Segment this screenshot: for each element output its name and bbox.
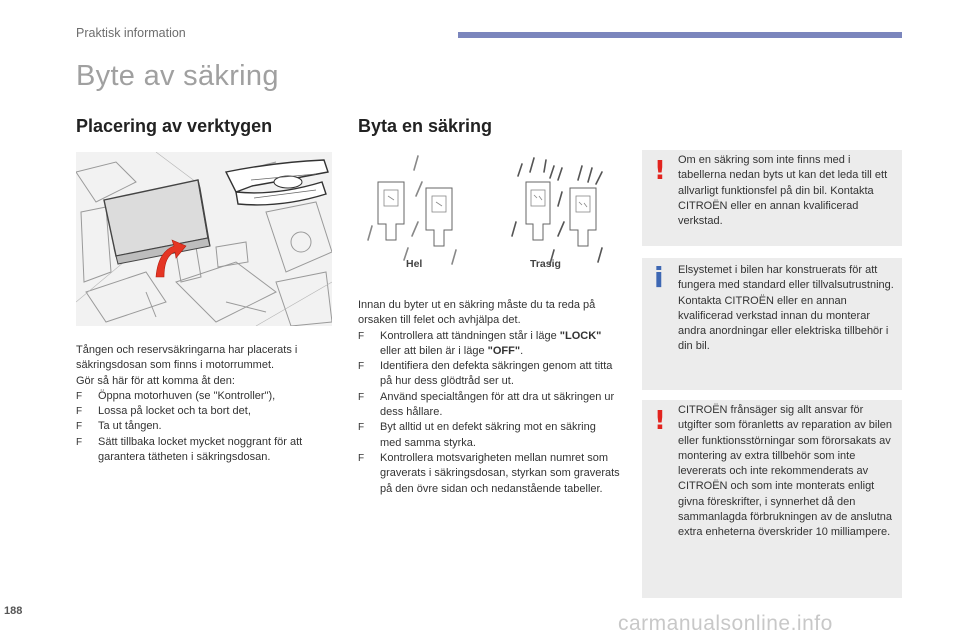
tools-step: F Öppna motorhuven (se "Kontroller"),	[76, 389, 342, 404]
note-paragraph: Elsystemet i bilen har konstruerats för att fungera med standard eller tillvalsutrustning.	[678, 264, 894, 292]
note-paragraph: Kontakta CITROËN eller en annan kvalificerad verkstad innan du monterar andra anordningar eller elektriska tillbehör i din bil.	[678, 294, 889, 353]
note-paragraph: CITROËN frånsäger sig allt ansvar för utgifter som föranletts av reparation av bilen eller funktionsstörningar som förorsakats av montering av extra tillbehör som inte levererats och inte rekommenderats av CITROËN och som inte monterats enligt givna föreskrifter, i synnerhet då den sammanlagda förbrukningen av de anslutna extra enheterna överskrider 10 milliampere.	[678, 404, 893, 539]
fuse-drawing	[358, 152, 614, 276]
step1-text-b: eller att bilen är i läge	[380, 344, 488, 357]
step1-text-c: .	[520, 344, 524, 357]
tools-step: F Sätt tillbaka locket mycket noggrant för att garantera tätheten i säkringsdosan.	[76, 435, 342, 466]
fuse-blown-label: Trasig	[530, 258, 561, 270]
page-title: Byte av säkring	[76, 60, 279, 92]
info-note-electrical-system	[642, 258, 902, 390]
tools-step: F Ta ut tången.	[76, 419, 342, 434]
replace-fuse-instructions	[358, 298, 620, 497]
step1-lock: "LOCK"	[559, 329, 602, 342]
fuse-comparison-illustration	[358, 152, 614, 276]
step1-off: "OFF"	[487, 344, 521, 357]
header-bar	[458, 32, 902, 38]
tools-intro-how: Gör så här för att komma åt den:	[76, 374, 235, 387]
section-heading-replace-fuse: Byta en säkring	[358, 116, 493, 136]
warning-note-liability	[642, 400, 902, 598]
warning-note-unlisted-fuse	[642, 150, 902, 246]
replace-step-ignition	[358, 329, 620, 360]
warning-icon: !	[654, 156, 666, 186]
page-number: 188	[4, 605, 23, 617]
replace-step: F Använd specialtången för att dra ut säkringen ur dess hållare.	[358, 390, 620, 421]
replace-intro: Innan du byter ut en säkring måste du ta reda på orsaken till felet och avhjälpa det.	[358, 299, 596, 327]
engine-bay-drawing	[76, 152, 332, 326]
step1-text-a: Kontrollera att tändningen står i läge	[380, 329, 560, 342]
note-paragraph: Om en säkring som inte finns med i tabellerna nedan byts ut kan det leda till ett allvarligt funktionsfel på din bil. Kontakta CITROËN eller en annan kvalificerad verkstad.	[678, 154, 888, 228]
note-text	[678, 263, 898, 355]
replace-step: F Byt alltid ut en defekt säkring mot en säkring med samma styrka.	[358, 420, 620, 451]
tools-intro: Tången och reservsäkringarna har placerats i säkringsdosan som finns i motorrummet.	[76, 344, 298, 372]
note-text	[678, 153, 898, 229]
watermark: carmanualsonline.info	[618, 612, 833, 635]
engine-bay-illustration	[76, 152, 332, 326]
fuse-ok-label: Hel	[406, 258, 423, 270]
tools-step: F Lossa på locket och ta bort det,	[76, 404, 342, 419]
note-text	[678, 403, 898, 541]
running-header: Praktisk information	[76, 26, 186, 40]
replace-step: F Identifiera den defekta säkringen genom att titta på hur dess glödtråd ser ut.	[358, 359, 620, 390]
section-heading-tools: Placering av verktygen	[76, 116, 273, 136]
replace-step: F Kontrollera motsvarigheten mellan numret som graverats i säkringsdosan, styrkan som graverats på den övre sidan och nedanstående tabeller.	[358, 451, 620, 497]
tools-instructions	[76, 343, 342, 465]
warning-icon: !	[654, 406, 666, 436]
info-icon: i	[654, 261, 664, 294]
